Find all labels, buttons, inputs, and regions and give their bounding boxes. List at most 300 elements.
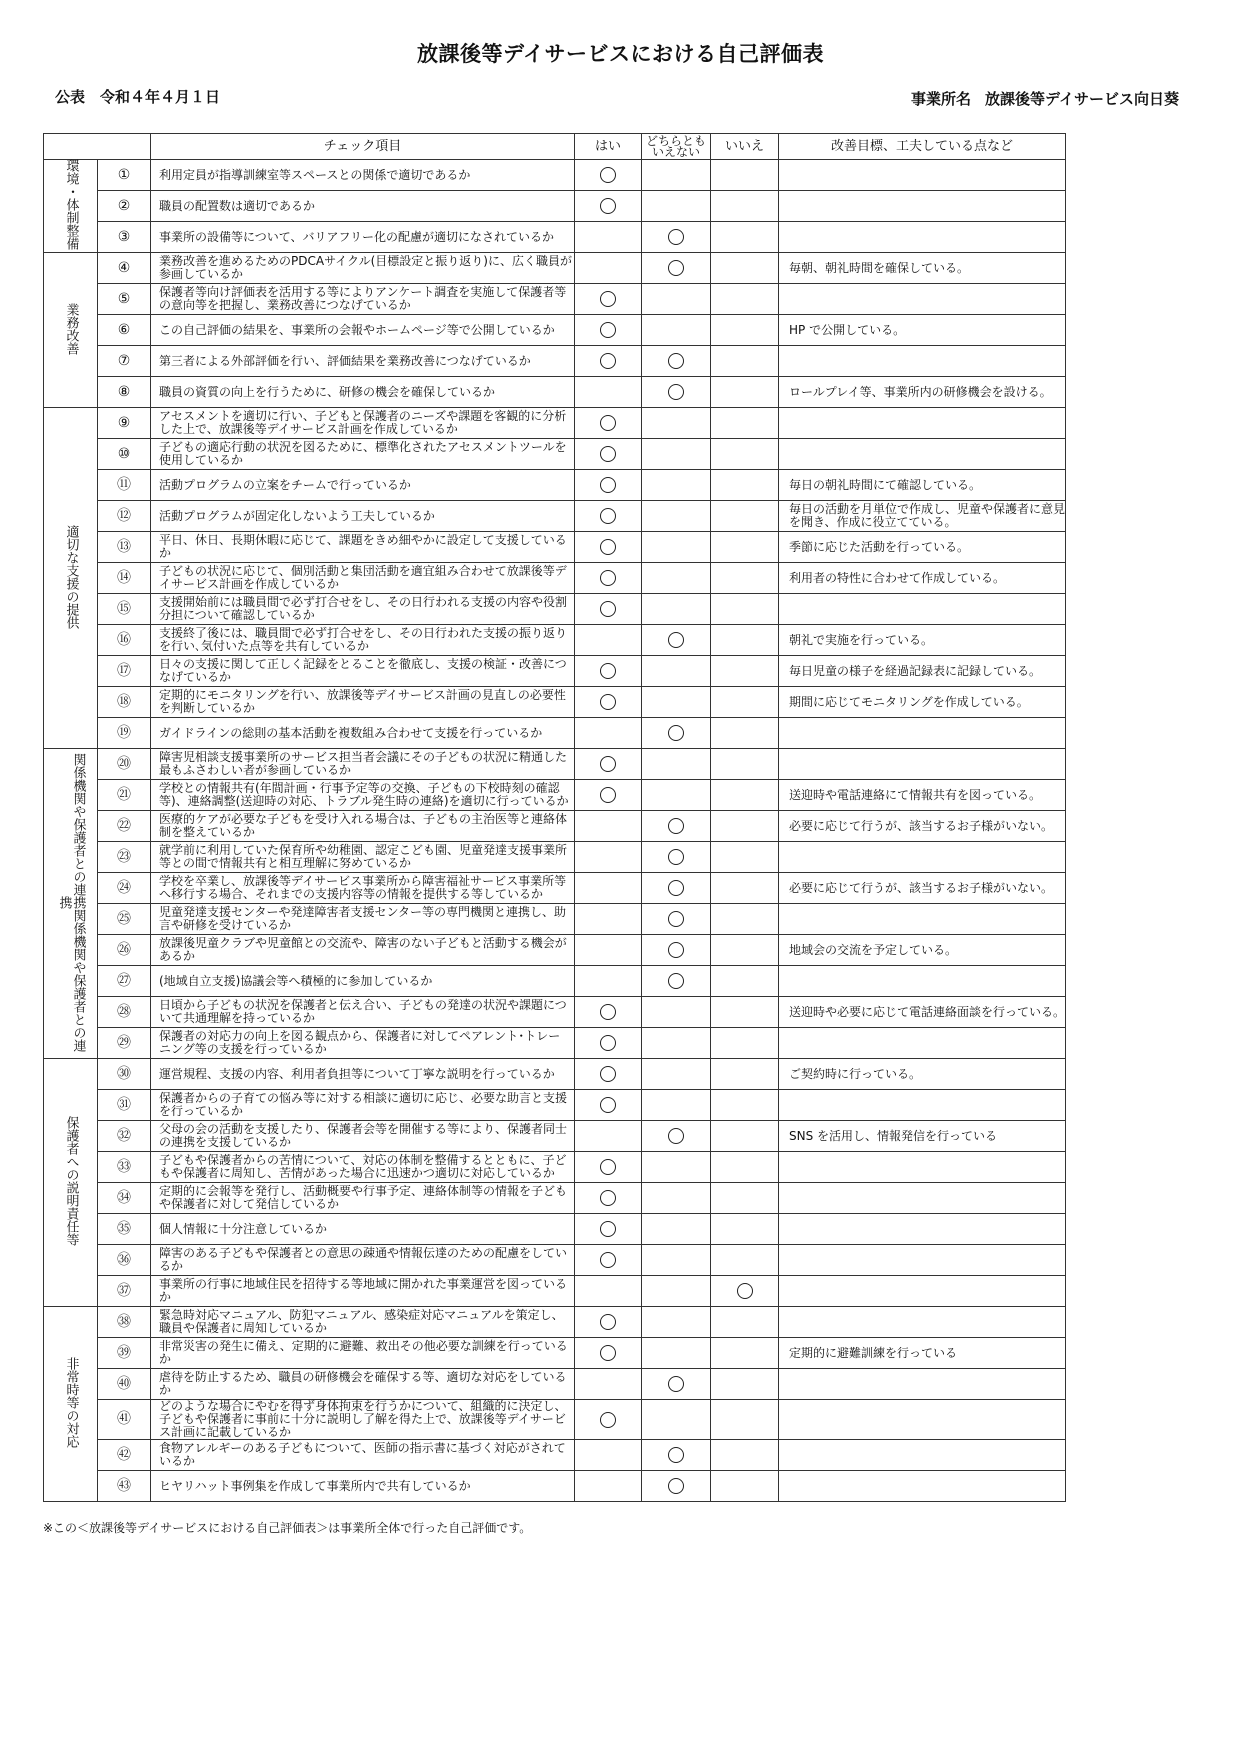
item-number: ② <box>98 191 151 222</box>
mark-cell-yes <box>575 532 642 563</box>
item-number: ① <box>98 160 151 191</box>
mark-cell-no <box>711 439 779 470</box>
mark-cell-no <box>711 780 779 811</box>
mark-cell-no <box>711 470 779 501</box>
mark-cell-no <box>711 842 779 873</box>
mark-cell-no <box>711 1121 779 1152</box>
comment-text <box>779 1440 1066 1471</box>
mark-cell-neutral <box>642 1245 711 1276</box>
category-cell <box>44 408 98 749</box>
item-number: ㉕ <box>98 904 151 935</box>
mark-cell-yes <box>575 1121 642 1152</box>
mark-cell-no <box>711 160 779 191</box>
mark-cell-no <box>711 873 779 904</box>
item-text: 定期的に会報等を発行し、活動概要や行事予定、連絡体制等の情報を子どもや保護者に対して発信しているか <box>151 1183 575 1214</box>
item-number: ⑫ <box>98 501 151 532</box>
circle-mark-icon <box>668 1128 684 1144</box>
item-text: ガイドラインの総則の基本活動を複数組み合わせて支援を行っているか <box>151 718 575 749</box>
mark-cell-neutral <box>642 1276 711 1307</box>
mark-cell-no <box>711 811 779 842</box>
item-number: ⑲ <box>98 718 151 749</box>
category-label: 環境・体制整備 <box>63 159 79 250</box>
mark-cell-yes <box>575 1440 642 1471</box>
table-row <box>44 408 1066 439</box>
item-number: ㉚ <box>98 1059 151 1090</box>
comment-text <box>779 1471 1066 1502</box>
item-text: 子どもや保護者からの苦情について、対応の体制を整備するとともに、子どもや保護者に周知し、苦情があった場合に迅速かつ適切に対応しているか <box>151 1152 575 1183</box>
mark-cell-neutral <box>642 222 711 253</box>
item-number: ㉞ <box>98 1183 151 1214</box>
item-text: 医療的ケアが必要な子どもを受け入れる場合は、子どもの主治医等と連絡体制を整えているか <box>151 811 575 842</box>
table-row <box>44 284 1066 315</box>
item-number: ⑮ <box>98 594 151 625</box>
item-number: ㊶ <box>98 1400 151 1440</box>
item-number: ⑪ <box>98 470 151 501</box>
mark-cell-no <box>711 594 779 625</box>
mark-cell-neutral <box>642 160 711 191</box>
item-text: 事業所の行事に地域住民を招待する等地域に開かれた事業運営を図っているか <box>151 1276 575 1307</box>
comment-text <box>779 842 1066 873</box>
table-row <box>44 842 1066 873</box>
item-number: ⑳ <box>98 749 151 780</box>
table-row <box>44 687 1066 718</box>
comment-text <box>779 222 1066 253</box>
mark-cell-neutral <box>642 284 711 315</box>
mark-cell-yes <box>575 1152 642 1183</box>
table-row <box>44 253 1066 284</box>
mark-cell-no <box>711 253 779 284</box>
mark-cell-neutral <box>642 1338 711 1369</box>
table-row <box>44 1276 1066 1307</box>
circle-mark-icon <box>600 1252 616 1268</box>
item-text: 日頃から子どもの状況を保護者と伝え合い、子どもの発達の状況や課題について共通理解を持っているか <box>151 997 575 1028</box>
circle-mark-icon <box>600 694 616 710</box>
item-number: ㉜ <box>98 1121 151 1152</box>
table-row <box>44 1121 1066 1152</box>
item-number: ㉘ <box>98 997 151 1028</box>
circle-mark-icon <box>600 787 616 803</box>
comment-text: HP で公開している。 <box>779 315 1066 346</box>
table-row <box>44 780 1066 811</box>
table-row <box>44 1152 1066 1183</box>
circle-mark-icon <box>668 849 684 865</box>
item-number: ⑭ <box>98 563 151 594</box>
office-name: 放課後等デイサービス向日葵 <box>985 90 1179 108</box>
table-row <box>44 935 1066 966</box>
comment-text: SNS を活用し、情報発信を行っている <box>779 1121 1066 1152</box>
circle-mark-icon <box>668 353 684 369</box>
comment-text: 利用者の特性に合わせて作成している。 <box>779 563 1066 594</box>
mark-cell-yes <box>575 687 642 718</box>
table-row <box>44 346 1066 377</box>
mark-cell-no <box>711 222 779 253</box>
circle-mark-icon <box>668 260 684 276</box>
mark-cell-yes <box>575 284 642 315</box>
item-text: 運営規程、支援の内容、利用者負担等について丁寧な説明を行っているか <box>151 1059 575 1090</box>
header-neutral: どちらとも いえない <box>642 134 711 160</box>
comment-text: 必要に応じて行うが、該当するお子様がいない。 <box>779 873 1066 904</box>
mark-cell-neutral <box>642 501 711 532</box>
table-row <box>44 811 1066 842</box>
category-cell <box>44 253 98 408</box>
mark-cell-neutral <box>642 1369 711 1400</box>
item-text: 学校を卒業し、放課後等デイサービス事業所から障害福祉サービス事業所等へ移行する場合、それまでの支援内容等の情報を提供する等しているか <box>151 873 575 904</box>
circle-mark-icon <box>600 1035 616 1051</box>
item-number: ⑤ <box>98 284 151 315</box>
category-label: 関係機関や保護者との連携関係機関や保護者との連携 <box>56 752 86 1052</box>
comment-text: 送迎時や必要に応じて電話連絡面談を行っている。 <box>779 997 1066 1028</box>
comment-text <box>779 1214 1066 1245</box>
mark-cell-neutral <box>642 377 711 408</box>
table-row <box>44 1307 1066 1338</box>
mark-cell-yes <box>575 160 642 191</box>
item-text: 日々の支援に関して正しく記録をとることを徹底し、支援の検証・改善につなげているか <box>151 656 575 687</box>
comment-text: 定期的に避難訓練を行っている <box>779 1338 1066 1369</box>
table-row <box>44 749 1066 780</box>
table-row <box>44 563 1066 594</box>
item-number: ⑩ <box>98 439 151 470</box>
mark-cell-yes <box>575 594 642 625</box>
mark-cell-no <box>711 1307 779 1338</box>
mark-cell-yes <box>575 780 642 811</box>
header-item: チェック項目 <box>151 134 575 160</box>
category-label: 保護者への説明責任等 <box>63 1116 79 1246</box>
comment-text: 毎日の朝礼時間にて確認している。 <box>779 470 1066 501</box>
item-text: 職員の資質の向上を行うために、研修の機会を確保しているか <box>151 377 575 408</box>
circle-mark-icon <box>600 1004 616 1020</box>
mark-cell-yes <box>575 253 642 284</box>
category-label: 非常時等の対応 <box>63 1357 79 1448</box>
item-text: 障害児相談支援事業所のサービス担当者会議にその子どもの状況に精通した最もふさわしい者が参画しているか <box>151 749 575 780</box>
mark-cell-neutral <box>642 191 711 222</box>
mark-cell-no <box>711 904 779 935</box>
item-text: 子どもの適応行動の状況を図るために、標準化されたアセスメントツールを使用しているか <box>151 439 575 470</box>
mark-cell-neutral <box>642 1059 711 1090</box>
comment-text <box>779 1245 1066 1276</box>
circle-mark-icon <box>668 1447 684 1463</box>
comment-text <box>779 160 1066 191</box>
mark-cell-yes <box>575 1090 642 1121</box>
mark-cell-no <box>711 1440 779 1471</box>
circle-mark-icon <box>668 942 684 958</box>
mark-cell-neutral <box>642 1400 711 1440</box>
mark-cell-yes <box>575 470 642 501</box>
publish-date: 公表 令和４年４月１日 <box>55 88 221 106</box>
item-text: 個人情報に十分注意しているか <box>151 1214 575 1245</box>
table-row <box>44 594 1066 625</box>
comment-text: 送迎時や電話連絡にて情報共有を図っている。 <box>779 780 1066 811</box>
category-cell <box>44 1059 98 1307</box>
comment-text: ロールプレイ等、事業所内の研修機会を設ける。 <box>779 377 1066 408</box>
comment-text <box>779 594 1066 625</box>
item-text: 事業所の設備等について、バリアフリー化の配慮が適切になされているか <box>151 222 575 253</box>
mark-cell-no <box>711 718 779 749</box>
mark-cell-no <box>711 1276 779 1307</box>
comment-text <box>779 1400 1066 1440</box>
mark-cell-yes <box>575 563 642 594</box>
mark-cell-neutral <box>642 656 711 687</box>
item-number: ㉛ <box>98 1090 151 1121</box>
mark-cell-no <box>711 997 779 1028</box>
circle-mark-icon <box>600 601 616 617</box>
item-number: ⑱ <box>98 687 151 718</box>
item-text: 平日、休日、長期休暇に応じて、課題をきめ細やかに設定して支援しているか <box>151 532 575 563</box>
mark-cell-no <box>711 408 779 439</box>
circle-mark-icon <box>600 1412 616 1428</box>
mark-cell-neutral <box>642 594 711 625</box>
item-text: 業務改善を進めるためのPDCAサイクル(目標設定と振り返り)に、広く職員が参画しているか <box>151 253 575 284</box>
mark-cell-yes <box>575 1245 642 1276</box>
table-row <box>44 997 1066 1028</box>
item-number: ④ <box>98 253 151 284</box>
mark-cell-yes <box>575 718 642 749</box>
item-number: ㉔ <box>98 873 151 904</box>
office-info <box>897 88 1179 109</box>
circle-mark-icon <box>668 725 684 741</box>
item-number: ㉖ <box>98 935 151 966</box>
mark-cell-neutral <box>642 966 711 997</box>
mark-cell-no <box>711 346 779 377</box>
item-text: 非常災害の発生に備え、定期的に避難、救出その他必要な訓練を行っているか <box>151 1338 575 1369</box>
circle-mark-icon <box>600 415 616 431</box>
mark-cell-yes <box>575 873 642 904</box>
item-number: ⑨ <box>98 408 151 439</box>
comment-text <box>779 1028 1066 1059</box>
item-text: 就学前に利用していた保育所や幼稚園、認定こども園、児童発達支援事業所等との間で情報共有と相互理解に努めているか <box>151 842 575 873</box>
mark-cell-yes <box>575 377 642 408</box>
table-row <box>44 160 1066 191</box>
item-text: 障害のある子どもや保護者との意思の疎通や情報伝達のための配慮をしているか <box>151 1245 575 1276</box>
header-blank <box>44 134 151 160</box>
item-number: ㊳ <box>98 1307 151 1338</box>
item-text: 子どもの状況に応じて、個別活動と集団活動を適宜組み合わせて放課後等デイサービス計画を作成しているか <box>151 563 575 594</box>
comment-text: 毎朝、朝礼時間を確保している。 <box>779 253 1066 284</box>
comment-text: 期間に応じてモニタリングを作成している。 <box>779 687 1066 718</box>
circle-mark-icon <box>668 911 684 927</box>
table-row <box>44 873 1066 904</box>
mark-cell-neutral <box>642 780 711 811</box>
circle-mark-icon <box>600 1314 616 1330</box>
mark-cell-neutral <box>642 1471 711 1502</box>
circle-mark-icon <box>600 539 616 555</box>
comment-text: ご契約時に行っている。 <box>779 1059 1066 1090</box>
mark-cell-neutral <box>642 873 711 904</box>
mark-cell-neutral <box>642 1152 711 1183</box>
comment-text <box>779 1152 1066 1183</box>
item-text: 定期的にモニタリングを行い、放課後等デイサービス計画の見直しの必要性を判断しているか <box>151 687 575 718</box>
item-number: ㉒ <box>98 811 151 842</box>
mark-cell-yes <box>575 1059 642 1090</box>
mark-cell-no <box>711 625 779 656</box>
item-text: 食物アレルギーのある子どもについて、医師の指示書に基づく対応がされているか <box>151 1440 575 1471</box>
table-row <box>44 470 1066 501</box>
item-text: 支援終了後には、職員間で必ず打合せをし、その日行われた支援の振り返りを行い､気付いた点等を共有しているか <box>151 625 575 656</box>
item-text: 児童発達支援センターや発達障害者支援センター等の専門機関と連携し、助言や研修を受けているか <box>151 904 575 935</box>
mark-cell-neutral <box>642 1028 711 1059</box>
mark-cell-neutral <box>642 439 711 470</box>
comment-text: 朝礼で実施を行っている。 <box>779 625 1066 656</box>
mark-cell-no <box>711 191 779 222</box>
item-number: ㊸ <box>98 1471 151 1502</box>
item-number: ㊴ <box>98 1338 151 1369</box>
mark-cell-yes <box>575 904 642 935</box>
comment-text <box>779 718 1066 749</box>
comment-text: 必要に応じて行うが、該当するお子様がいない。 <box>779 811 1066 842</box>
table-row <box>44 904 1066 935</box>
table-row <box>44 377 1066 408</box>
mark-cell-neutral <box>642 1121 711 1152</box>
table-row <box>44 1400 1066 1440</box>
table-row <box>44 656 1066 687</box>
mark-cell-yes <box>575 1214 642 1245</box>
item-text: 活動プログラムの立案をチームで行っているか <box>151 470 575 501</box>
circle-mark-icon <box>600 756 616 772</box>
item-number: ㊱ <box>98 1245 151 1276</box>
circle-mark-icon <box>600 1221 616 1237</box>
item-text: 保護者等向け評価表を活用する等によりアンケート調査を実施して保護者等の意向等を把握し、業務改善につなげているか <box>151 284 575 315</box>
item-text: 学校との情報共有(年間計画・行事予定等の交換、子どもの下校時刻の確認等)、連絡調整(送迎時の対応、トラブル発生時の連絡)を適切に行っているか <box>151 780 575 811</box>
circle-mark-icon <box>600 570 616 586</box>
mark-cell-no <box>711 1028 779 1059</box>
item-number: ③ <box>98 222 151 253</box>
table-row <box>44 501 1066 532</box>
mark-cell-neutral <box>642 935 711 966</box>
self-evaluation-table <box>43 133 1066 1502</box>
mark-cell-neutral <box>642 811 711 842</box>
comment-text <box>779 1183 1066 1214</box>
table-row <box>44 315 1066 346</box>
table-row <box>44 191 1066 222</box>
mark-cell-neutral <box>642 997 711 1028</box>
item-number: ⑧ <box>98 377 151 408</box>
footnote: ※この＜放課後等デイサービスにおける自己評価表＞は事業所全体で行った自己評価です。 <box>43 1521 532 1535</box>
mark-cell-neutral <box>642 408 711 439</box>
mark-cell-no <box>711 1183 779 1214</box>
table-row <box>44 1245 1066 1276</box>
category-label: 適切な支援の提供 <box>63 524 79 629</box>
circle-mark-icon <box>668 973 684 989</box>
category-label: 業務改善 <box>63 302 79 355</box>
mark-cell-neutral <box>642 1307 711 1338</box>
comment-text: 地域会の交流を予定している。 <box>779 935 1066 966</box>
circle-mark-icon <box>668 384 684 400</box>
circle-mark-icon <box>600 198 616 214</box>
table-row <box>44 1369 1066 1400</box>
comment-text: 毎日児童の様子を経過記録表に記録している。 <box>779 656 1066 687</box>
mark-cell-neutral <box>642 625 711 656</box>
mark-cell-no <box>711 1090 779 1121</box>
mark-cell-yes <box>575 315 642 346</box>
mark-cell-neutral <box>642 842 711 873</box>
item-text: 緊急時対応マニュアル、防犯マニュアル、感染症対応マニュアルを策定し、職員や保護者に周知しているか <box>151 1307 575 1338</box>
item-number: ⑬ <box>98 532 151 563</box>
comment-text <box>779 408 1066 439</box>
item-text: 第三者による外部評価を行い、評価結果を業務改善につなげているか <box>151 346 575 377</box>
mark-cell-no <box>711 315 779 346</box>
mark-cell-neutral <box>642 532 711 563</box>
circle-mark-icon <box>668 880 684 896</box>
mark-cell-yes <box>575 191 642 222</box>
comment-text <box>779 284 1066 315</box>
mark-cell-no <box>711 966 779 997</box>
circle-mark-icon <box>600 663 616 679</box>
mark-cell-no <box>711 284 779 315</box>
circle-mark-icon <box>668 632 684 648</box>
table-row <box>44 1183 1066 1214</box>
comment-text <box>779 1276 1066 1307</box>
mark-cell-neutral <box>642 315 711 346</box>
mark-cell-yes <box>575 1369 642 1400</box>
item-number: ⑥ <box>98 315 151 346</box>
item-number: ㉝ <box>98 1152 151 1183</box>
circle-mark-icon <box>600 477 616 493</box>
mark-cell-no <box>711 501 779 532</box>
comment-text <box>779 904 1066 935</box>
office-label: 事業所名 <box>911 90 972 108</box>
comment-text <box>779 749 1066 780</box>
mark-cell-yes <box>575 842 642 873</box>
mark-cell-no <box>711 687 779 718</box>
page-title: 放課後等デイサービスにおける自己評価表 <box>416 42 825 66</box>
circle-mark-icon <box>600 353 616 369</box>
comment-text <box>779 966 1066 997</box>
mark-cell-yes <box>575 1400 642 1440</box>
circle-mark-icon <box>600 1066 616 1082</box>
mark-cell-neutral <box>642 1440 711 1471</box>
item-text: ヒヤリハット事例集を作成して事業所内で共有しているか <box>151 1471 575 1502</box>
mark-cell-neutral <box>642 470 711 501</box>
mark-cell-yes <box>575 1307 642 1338</box>
circle-mark-icon <box>600 1097 616 1113</box>
mark-cell-yes <box>575 439 642 470</box>
table-row <box>44 1440 1066 1471</box>
item-number: ㉑ <box>98 780 151 811</box>
circle-mark-icon <box>737 1283 753 1299</box>
item-number: ⑰ <box>98 656 151 687</box>
mark-cell-yes <box>575 966 642 997</box>
item-number: ㉓ <box>98 842 151 873</box>
category-cell <box>44 1307 98 1502</box>
header-yes: はい <box>575 134 642 160</box>
header-no: いいえ <box>711 134 779 160</box>
circle-mark-icon <box>668 1478 684 1494</box>
mark-cell-yes <box>575 1471 642 1502</box>
item-text: (地域自立支援)協議会等へ積極的に参加しているか <box>151 966 575 997</box>
circle-mark-icon <box>600 322 616 338</box>
comment-text <box>779 191 1066 222</box>
table-row <box>44 439 1066 470</box>
comment-text <box>779 1307 1066 1338</box>
mark-cell-yes <box>575 997 642 1028</box>
mark-cell-neutral <box>642 687 711 718</box>
item-text: 支援開始前には職員間で必ず打合せをし、その日行われる支援の内容や役割分担について確認しているか <box>151 594 575 625</box>
circle-mark-icon <box>600 291 616 307</box>
mark-cell-yes <box>575 749 642 780</box>
mark-cell-no <box>711 377 779 408</box>
mark-cell-yes <box>575 408 642 439</box>
mark-cell-neutral <box>642 749 711 780</box>
table-row <box>44 966 1066 997</box>
mark-cell-yes <box>575 1183 642 1214</box>
comment-text <box>779 439 1066 470</box>
comment-text: 季節に応じた活動を行っている。 <box>779 532 1066 563</box>
item-number: ㊲ <box>98 1276 151 1307</box>
mark-cell-no <box>711 935 779 966</box>
mark-cell-no <box>711 1369 779 1400</box>
table-row <box>44 1028 1066 1059</box>
circle-mark-icon <box>600 508 616 524</box>
circle-mark-icon <box>600 167 616 183</box>
